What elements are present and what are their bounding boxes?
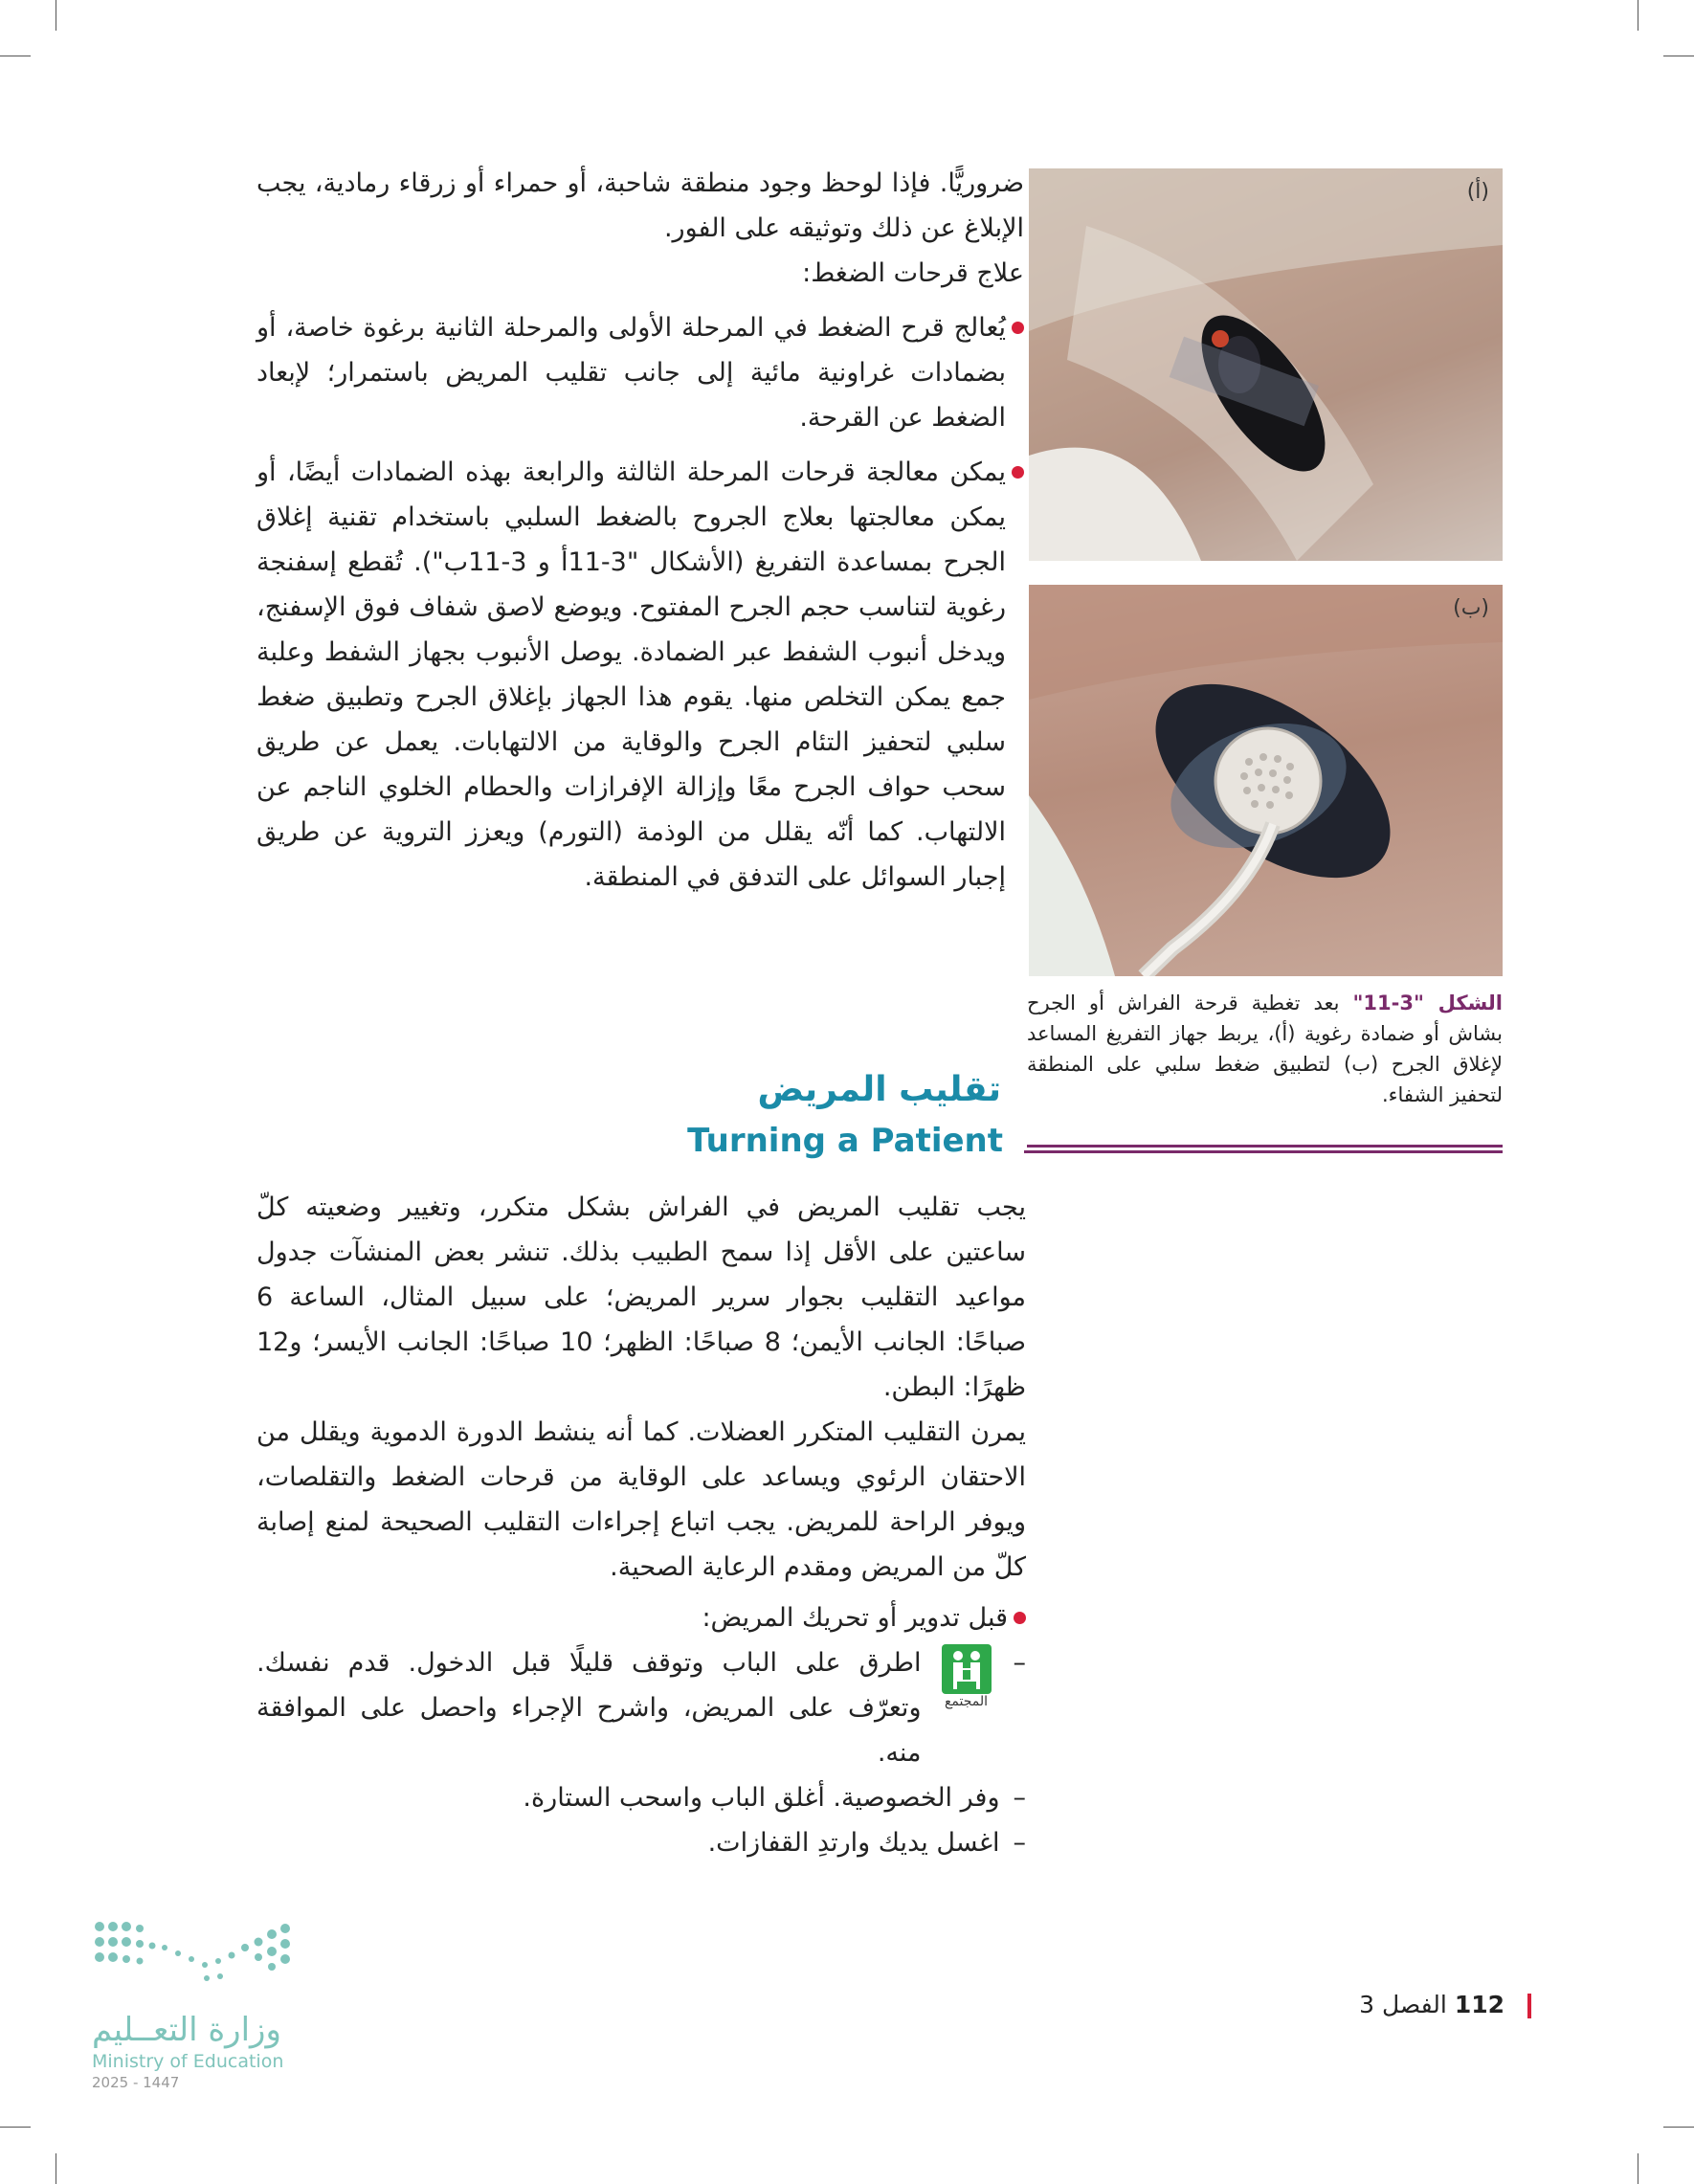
page-footer — [1340, 1991, 1531, 2018]
ministry-logo — [92, 1919, 302, 2091]
ministry-name-english: Ministry of Education — [92, 2051, 284, 2072]
figure-number: الشكل "3-11" — [1352, 992, 1503, 1014]
treatment-heading: علاج قرحات الضغط: — [802, 258, 1024, 288]
caption-text: بعد تغطية قرحة الفراش أو الجرح بشاش أو ضمادة رغوية (أ)، يربط جهاز التفريغ المساعد لإغلاق الجرح (ب) لتطبيق ضغط سلبي على المنطقة لتحفيز الشفاء. — [1027, 992, 1503, 1106]
bullet-dot — [1014, 1612, 1026, 1624]
wound-photo-a — [1029, 168, 1503, 561]
crop-mark — [0, 2127, 31, 2128]
bullet-dot — [1012, 322, 1024, 334]
section-title-arabic: تقليب المريض — [757, 1070, 1001, 1109]
ministry-dots-icon — [92, 1919, 302, 1986]
dash-marker: – — [1013, 1783, 1026, 1813]
wound-photo-b — [1029, 585, 1503, 976]
lower-text-column — [256, 1185, 1026, 1865]
crop-mark — [1663, 2127, 1694, 2128]
paragraph-intro: ضروريًّا. فإذا لوحظ وجود منطقة شاحبة، أو حمراء أو زرقاء رمادية، يجب الإبلاغ عن ذلك وتوثيقه على الفور. — [256, 168, 1024, 243]
bullet-text: يمكن معالجة قرحات المرحلة الثالثة والرابعة بهذه الضمادات أيضًا، أو يمكن معالجتها بعلاج الجروح بالضغط السلبي باستخدام تقنية إغلاق الجرح بمساعدة التفريغ (الأشكال "3-11أ و 3-11ب"). تُقطع إسفنجة رغوية لتناسب حجم الجرح المفتوح. ويوضع لاصق شفاف فوق الإسفنج، ويدخل أنبوب الشفط عبر الضمادة. يوصل الأنبوب بجهاز الشفط وعلبة جمع يمكن التخلص منها. يقوم هذا الجهاز بإغلاق الجرح وتطبيق ضغط سلبي لتحفيز التئام الجرح والوقاية من الالتهابات. يعمل عن طريق سحب حواف الجرح معًا وإزالة الإفرازات والحطام الخلوي الناجم عن الالتهاب. كما أنّه يقلل من الوذمة (التورم) ويعزز التروية عن طريق إجبار السوائل على التدفق في المنطقة. — [256, 457, 1006, 892]
bullet-text: يُعالج قرح الضغط في المرحلة الأولى والمرحلة الثانية برغوة خاصة، أو بضمادات غراونية مائية إلى جانب تقليب المريض باستمرار؛ لإبعاد الضغط عن القرحة. — [256, 313, 1006, 433]
dash-marker: – — [1013, 1648, 1026, 1678]
community-label: المجتمع — [944, 1694, 989, 1709]
ministry-name-arabic: وزارة التعــليم — [92, 2011, 281, 2049]
footer-bar — [1527, 1994, 1531, 2018]
community-icon — [933, 1640, 1000, 1709]
caption-rule — [1027, 1145, 1503, 1148]
main-text-column — [256, 161, 1024, 900]
dash-item — [256, 1640, 1026, 1775]
dash-item — [256, 1775, 1026, 1820]
bullet-dot — [1012, 466, 1024, 479]
bullet-item — [256, 1595, 1026, 1640]
photo-a-label: (أ) — [1466, 180, 1489, 204]
dash-item — [256, 1820, 1026, 1865]
figure-caption — [1027, 988, 1503, 1110]
dash-text: وفر الخصوصية. أغلق الباب واسحب الستارة. — [523, 1783, 1000, 1813]
bullet-item — [256, 305, 1024, 440]
dash-text: اغسل يديك وارتدِ القفازات. — [707, 1828, 1000, 1858]
dash-marker: – — [1013, 1828, 1026, 1858]
photo-b-label: (ب) — [1453, 596, 1489, 620]
section-rule — [1024, 1150, 1503, 1153]
paragraph-turning: يجب تقليب المريض في الفراش بشكل متكرر، وتغيير وضعيته كلّ ساعتين على الأقل إذا سمح الطبيب بذلك. تنشر بعض المنشآت جدول مواعيد التقليب بجوار سرير المريض؛ على سبيل المثال، الساعة 6 صباحًا: الجانب الأيمن؛ 8 صباحًا: الظهر؛ 10 صباحًا: الجانب الأيسر؛ و12 ظهرًا: البطن. — [256, 1192, 1027, 1402]
bullet-item — [256, 450, 1024, 900]
ministry-year: 2025 - 1447 — [92, 2074, 180, 2091]
dash-text: اطرق على الباب وتوقف قليلًا قبل الدخول. قدم نفسك. وتعرّف على المريض، واشرح الإجراء واحصل على الموافقة منه. — [256, 1648, 922, 1768]
page-number: 112 — [1454, 1991, 1505, 2018]
section-title-english: Turning a Patient — [687, 1122, 1003, 1160]
paragraph-benefits: يمرن التقليب المتكرر العضلات. كما أنه ينشط الدورة الدموية ويقلل من الاحتقان الرئوي ويساعد على الوقاية من قرحات الضغط والتقلصات، ويوفر الراحة للمريض. يجب اتباع إجراءات التقليب الصحيحة لمنع إصابة كلّ من المريض ومقدم الرعاية الصحية. — [256, 1417, 1026, 1582]
chapter-label: الفصل 3 — [1359, 1991, 1447, 2018]
bullet-text: قبل تدوير أو تحريك المريض: — [702, 1603, 1008, 1633]
